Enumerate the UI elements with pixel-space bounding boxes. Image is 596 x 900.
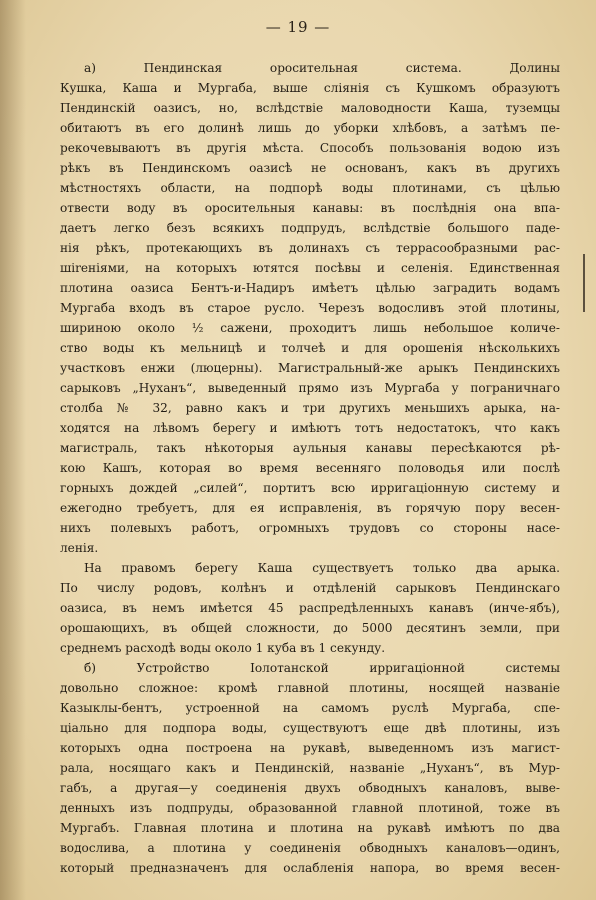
text-line: ходятся на лѣвомъ берегу и имѣютъ тотъ недостатокъ, что какъ	[60, 421, 560, 435]
text-line: который предназначенъ для ослабленія напора, во время весен-	[60, 861, 560, 875]
text-line: обитаютъ въ его долинѣ лишь до уборки хлѣбовъ, а затѣмъ пе-	[60, 121, 560, 135]
text-line: Мургаба входъ въ старое русло. Черезъ водосливъ этой плотины,	[60, 301, 560, 315]
text-line: шириною около ½ сажени, проходитъ лишь небольшое количе-	[60, 321, 560, 335]
body-text	[60, 58, 560, 878]
text-line: Казыклы-бентъ, устроенной на самомъ руслѣ Мургаба, спе-	[60, 701, 560, 715]
text-line: плотина оазиса Бентъ-и-Надиръ имѣетъ цѣлью заградить водамъ	[60, 281, 560, 295]
text-line: ство воды къ мельницѣ и толчеѣ и для орошенія нѣсколькихъ	[60, 341, 560, 355]
text-line: водослива, а плотина у соединенія обводныхъ каналовъ—одинъ,	[60, 841, 560, 855]
text-line: Пендинскій оазисъ, но, вслѣдствіе маловодности Каша, туземцы	[60, 101, 560, 115]
text-line: довольно сложное: кромѣ главной плотины, носящей названіе	[60, 681, 560, 695]
text-line: магистраль, такъ нѣкоторыя аульныя канавы пересѣкаются рѣ-	[60, 441, 560, 455]
text-line: габъ, а другая—у соединенія двухъ обводныхъ каналовъ, выве-	[60, 781, 560, 795]
text-line: рѣкъ въ Пендинскомъ оазисѣ не основанъ, какъ въ другихъ	[60, 161, 560, 175]
text-line: нихъ полевыхъ работъ, огромныхъ трудовъ со стороны насе-	[60, 521, 560, 535]
text-line: даетъ легко безъ всякихъ подпрудъ, вслѣдствіе большого паде-	[60, 221, 560, 235]
text-line: горныхъ дождей „силей“, портитъ всю ирригаціонную систему и	[60, 481, 560, 495]
text-line: которыхъ одна построена на рукавѣ, выведенномъ изъ магист-	[60, 741, 560, 755]
text-line: ежегодно требуетъ, для ея исправленія, въ горячую пору весен-	[60, 501, 560, 515]
text-line: а) Пендинская оросительная система. Долины	[84, 61, 560, 75]
text-line: шireніями, на которыхъ ютятся посѣвы и селенія. Единственная	[60, 261, 560, 275]
text-line: денныхъ изъ подпруды, образованной главной плотиной, тоже въ	[60, 801, 560, 815]
text-line: Кушка, Каша и Мургаба, выше сліянія съ Кушкомъ образуютъ	[60, 81, 560, 95]
spine-shadow	[0, 0, 26, 900]
text-line: рекочевываютъ въ другія мѣста. Способъ пользованія водою изъ	[60, 141, 560, 155]
text-line: мѣстностяхъ области, на подпорѣ воды плотинами, съ цѣлью	[60, 181, 560, 195]
text-line: По числу родовъ, колѣнъ и отдѣленій сарыковъ Пендинскаго	[60, 581, 560, 595]
text-line: орошающихъ, въ общей сложности, до 5000 десятинъ земли, при	[60, 621, 560, 635]
text-line: Мургабъ. Главная плотина и плотина на рукавѣ имѣютъ по два	[60, 821, 560, 835]
text-line: отвести воду въ оросительныя канавы: въ послѣднія она впа-	[60, 201, 560, 215]
text-line: оазиса, въ немъ имѣется 45 распредѣленныхъ канавъ (инче-ябъ),	[60, 601, 560, 615]
text-line: ціально для подпора воды, существуютъ еще двѣ плотины, изъ	[60, 721, 560, 735]
text-line: рала, носящаго какъ и Пендинскій, названіе „Нуханъ“, въ Мур-	[60, 761, 560, 775]
text-line: участковъ енжи (люцерны). Магистральный-же арыкъ Пендинскихъ	[60, 361, 560, 375]
text-line: б) Устройство Іолотанской ирригаціонной системы	[84, 661, 560, 675]
text-line: нія рѣкъ, протекающихъ въ долинахъ съ террасообразными рас-	[60, 241, 560, 255]
page-number: — 19 —	[265, 18, 331, 36]
text-line: кою Кашъ, которая во время весенняго половодья или послѣ	[60, 461, 560, 475]
margin-mark	[583, 254, 585, 312]
text-line: среднемъ расходѣ воды около 1 куба въ 1 секунду.	[60, 641, 386, 655]
text-line: ленія.	[60, 541, 99, 555]
text-line: На правомъ берегу Каша существуетъ только два арыка.	[84, 561, 560, 575]
text-line: сарыковъ „Нуханъ“, выведенный прямо изъ Мургаба у пограничнаго	[60, 381, 560, 395]
text-line: столба № 32, равно какъ и три другихъ меньшихъ арыка, на-	[60, 401, 560, 415]
